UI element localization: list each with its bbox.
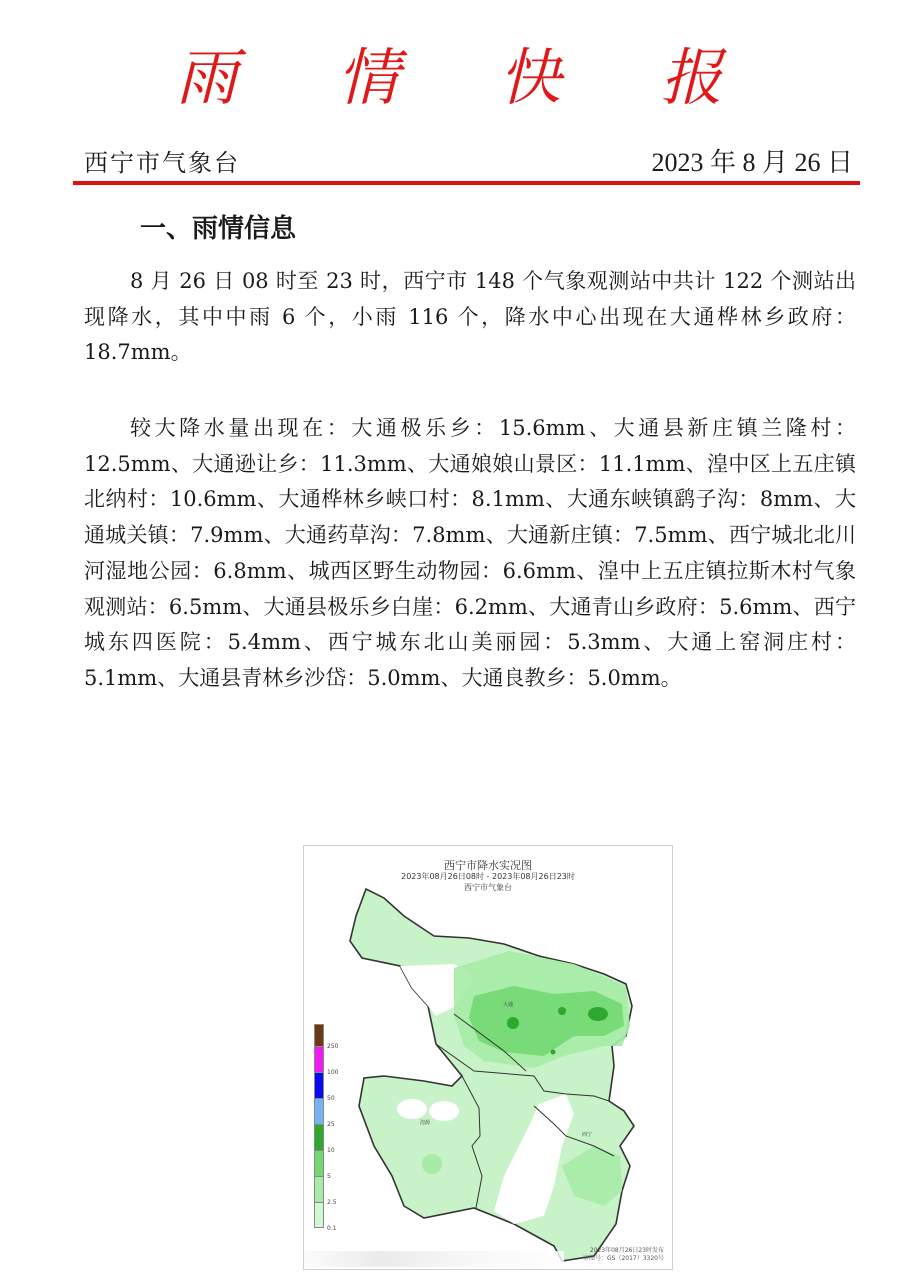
legend-label: 25 — [327, 1121, 335, 1128]
map-label-huangyuan: 湟源 — [420, 1120, 431, 1126]
legend-label: 0.1 — [327, 1225, 337, 1232]
legend-swatch-50-100 — [314, 1072, 324, 1098]
map-footer-note — [583, 1247, 664, 1263]
rain-2p5-5mm-patch — [422, 1154, 442, 1174]
rain-10-25mm-spot — [588, 1007, 608, 1021]
no-rain-patch-2 — [429, 1101, 459, 1121]
map-approval-number: 审图号：GS（2017）3320号 — [583, 1255, 664, 1262]
legend-swatch-100-250 — [314, 1046, 324, 1072]
map-label-datong: 大通 — [503, 1002, 514, 1008]
precipitation-map — [303, 845, 673, 1270]
legend-label: 50 — [327, 1095, 335, 1102]
region-base — [350, 889, 634, 1261]
map-label-xining: 西宁 — [582, 1132, 593, 1138]
legend-label: 10 — [327, 1147, 335, 1154]
rain-10-25mm-spot — [558, 1007, 566, 1015]
map-period: 2023年08月26日08时 - 2023年08月26日23时 — [401, 872, 575, 881]
summary-paragraph: 8 月 26 日 08 时至 23 时，西宁市 148 个气象观测站中共计 122 个测站出现降水，其中中雨 6 个，小雨 116 个，降水中心出现在大通桦林乡政府：18.7mm。 — [84, 269, 856, 365]
legend-swatch-5-10 — [314, 1150, 324, 1176]
map-title-block — [304, 860, 672, 893]
map-issuer: 西宁市气象台 — [464, 883, 512, 892]
masthead — [84, 142, 853, 178]
bulletin-title: 雨 情 快 报 — [175, 41, 763, 114]
station-list-paragraph: 较大降水量出现在：大通极乐乡：15.6mm、大通县新庄镇兰隆村：12.5mm、大通逊让乡：11.3mm、大通娘娘山景区：11.1mm、湟中区上五庄镇北纳村：10.6mm、大通桦林乡峡口村：8.1mm、大通东峡镇鹞子沟：8mm、大通城关镇：7.9mm、大通药草沟：7.8mm、大通新庄镇：7.5mm、西宁城北北川河湿地公园：6.8mm、城西区野生动物园：6.6mm、湟中上五庄镇拉斯木村气象观测站：6.5mm、大通县极乐乡白崖：6.2mm、大通青山乡政府：5.6mm、西宁城东四医院：5.4mm、西宁城东北山美丽园：5.3mm、大通上窑洞庄村：5.1mm、大通县青林乡沙岱：5.0mm、大通良教乡：5.0mm。 — [84, 416, 856, 690]
no-rain-patch-1 — [397, 1099, 427, 1119]
legend-label: 100 — [327, 1069, 339, 1076]
issue-date: 2023 年 8 月 26 日 — [651, 147, 853, 177]
legend-swatch-2p5-5 — [314, 1176, 324, 1202]
rain-10-25mm-spot — [551, 1050, 556, 1055]
rain-10-25mm-spot — [507, 1017, 519, 1029]
legend-swatch-25-50 — [314, 1098, 324, 1124]
legend-label: 5 — [327, 1173, 331, 1180]
issuing-organization: 西宁市气象台 — [84, 148, 240, 177]
section-heading: 一、雨情信息 — [140, 214, 297, 244]
legend-label: 250 — [327, 1043, 339, 1050]
map-graphic — [304, 846, 672, 1269]
legend-swatch-0p1-2p5 — [314, 1202, 324, 1228]
blurred-watermark — [304, 1251, 564, 1267]
legend-swatch-10-25 — [314, 1124, 324, 1150]
legend-label: 2.5 — [327, 1199, 337, 1206]
map-issue-time: 2023年08月26日23时发布 — [589, 1247, 664, 1254]
precipitation-legend — [314, 1024, 339, 1232]
legend-swatch-250plus — [314, 1024, 324, 1046]
map-title: 西宁市降水实况图 — [444, 859, 532, 872]
red-divider — [73, 181, 860, 185]
